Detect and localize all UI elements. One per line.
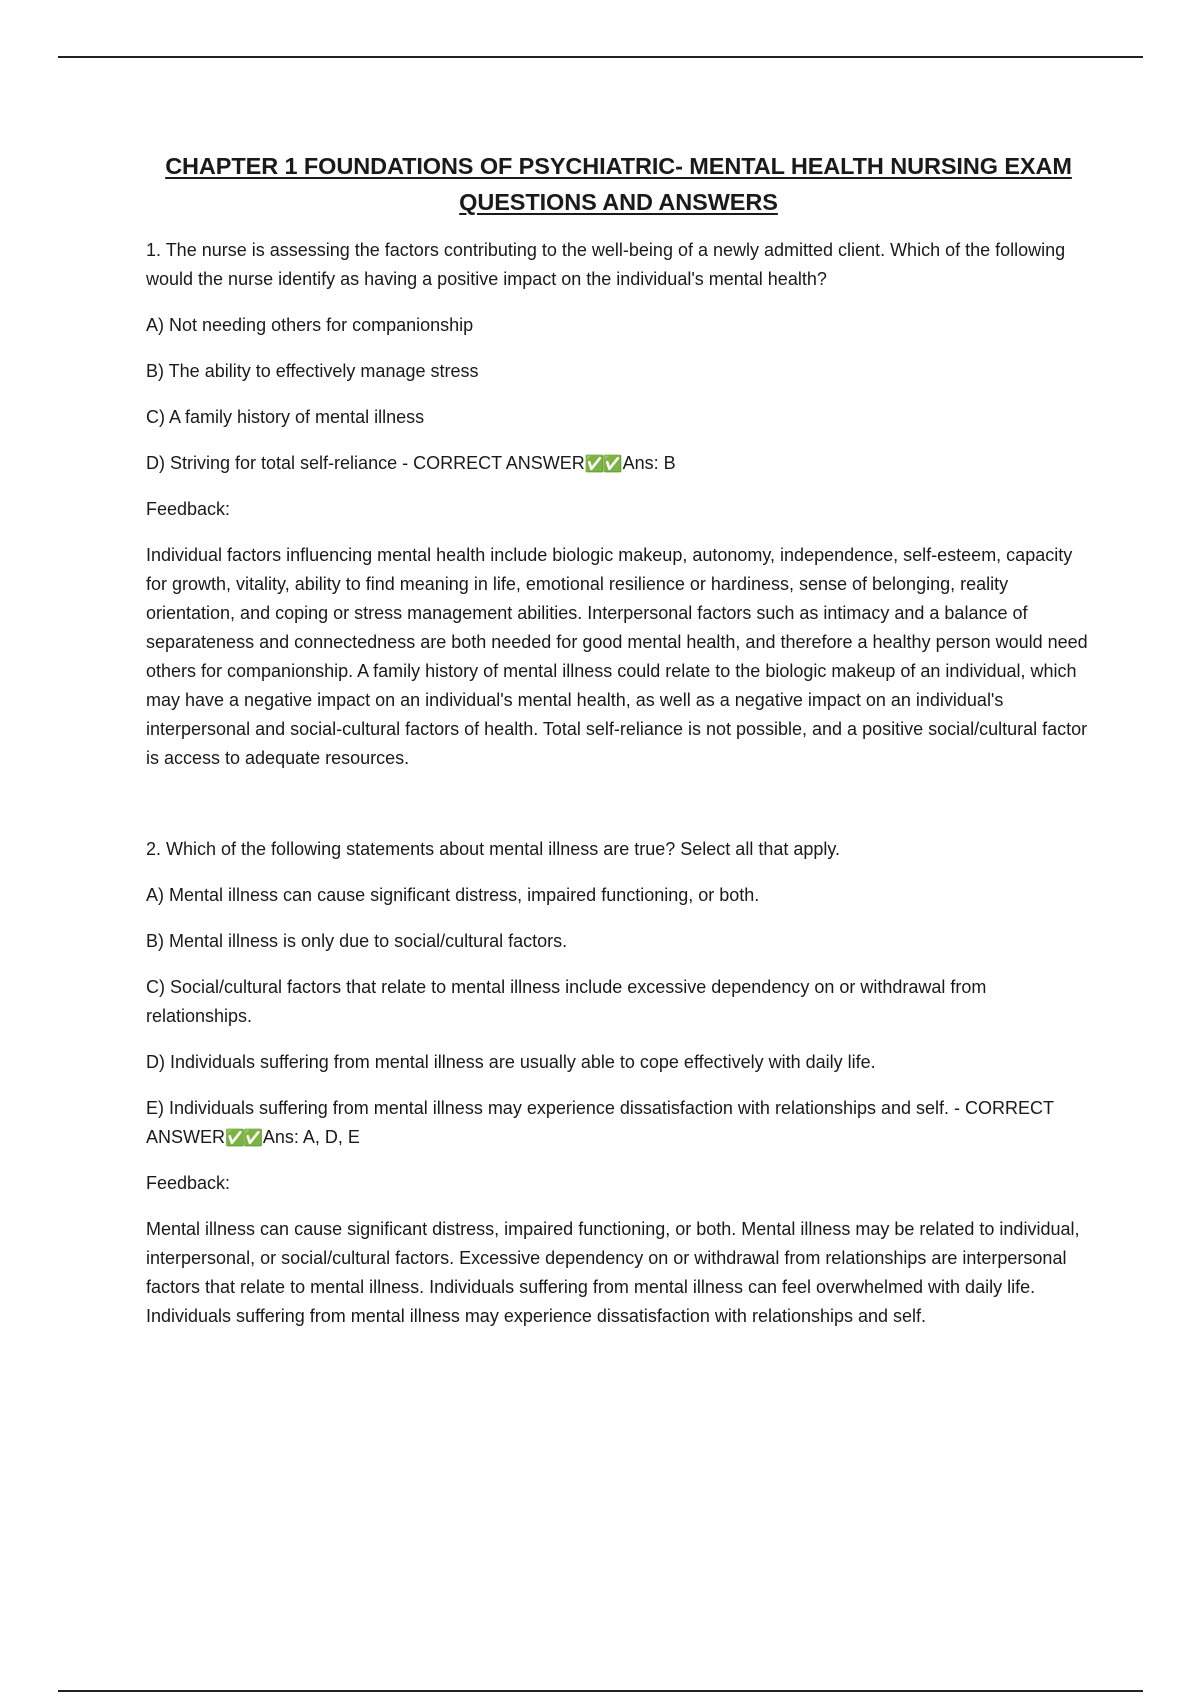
option-d: D) Individuals suffering from mental illness are usually able to cope effectively with daily life. [146, 1052, 876, 1072]
title-line-1: CHAPTER 1 FOUNDATIONS OF PSYCHIATRIC- MENTAL HEALTH NURSING EXAM [165, 153, 1072, 179]
answer-key: Ans: B [622, 453, 676, 473]
answer-key: Ans: A, D, E [262, 1127, 360, 1147]
document-title [146, 148, 1091, 220]
option-e-with-answer [146, 1094, 1091, 1152]
feedback-text: Mental illness can cause significant distress, impaired functioning, or both. Mental illness may be related to individual, interpersonal, or social/cultural factors. Excessive dependency on or withdrawal from relationships are interpersonal factors that relate to mental illness. Individuals suffering from mental illness can feel overwhelmed with daily life. Individuals suffering from mental illness may experience dissatisfaction with relationships and self. [146, 1219, 1080, 1326]
question-stem: 2. Which of the following statements about mental illness are true? Select all that apply. [146, 839, 841, 859]
option-a: A) Not needing others for companionship [146, 315, 474, 335]
option-e: E) Individuals suffering from mental illness may experience dissatisfaction with relationships and self. - CORRECT ANSWER [146, 1098, 1054, 1147]
option-b: B) The ability to effectively manage stress [146, 361, 479, 381]
option-a: A) Mental illness can cause significant distress, impaired functioning, or both. [146, 885, 760, 905]
top-rule [58, 56, 1143, 58]
option-c: C) Social/cultural factors that relate to mental illness include excessive dependency on or withdrawal from relationships. [146, 977, 987, 1026]
question-2 [146, 835, 1091, 1331]
feedback-label: Feedback: [146, 499, 231, 519]
title-line-2: QUESTIONS AND ANSWERS [459, 189, 778, 215]
option-d: D) Striving for total self-reliance - CORRECT ANSWER [146, 453, 585, 473]
option-c: C) A family history of mental illness [146, 407, 425, 427]
checkmark-icon: ✅✅ [584, 454, 621, 473]
bottom-rule [58, 1690, 1143, 1692]
document-body [146, 148, 1091, 1331]
question-1 [146, 236, 1091, 773]
feedback-text: Individual factors influencing mental health include biologic makeup, autonomy, independence, self-esteem, capacity for growth, vitality, ability to find meaning in life, emotional resilience or hardiness, sense of belonging, reality orientation, and coping or stress management abilities. Interpersonal factors such as intimacy and a balance of separateness and connectedness are both needed for good mental health, and therefore a healthy person would need others for companionship. A family history of mental illness could relate to the biologic makeup of an individual, which may have a negative impact on an individual's mental health, as well as a negative impact on an individual's interpersonal and social-cultural factors of health. Total self-reliance is not possible, and a positive social/cultural factor is access to adequate resources. [146, 545, 1088, 768]
question-stem: 1. The nurse is assessing the factors contributing to the well-being of a newly admitted client. Which of the following would the nurse identify as having a positive impact on the individual's mental health? [146, 240, 1066, 289]
checkmark-icon: ✅✅ [225, 1128, 261, 1147]
feedback-label: Feedback: [146, 1173, 231, 1193]
option-d-with-answer [146, 449, 1091, 478]
option-b: B) Mental illness is only due to social/cultural factors. [146, 931, 568, 951]
